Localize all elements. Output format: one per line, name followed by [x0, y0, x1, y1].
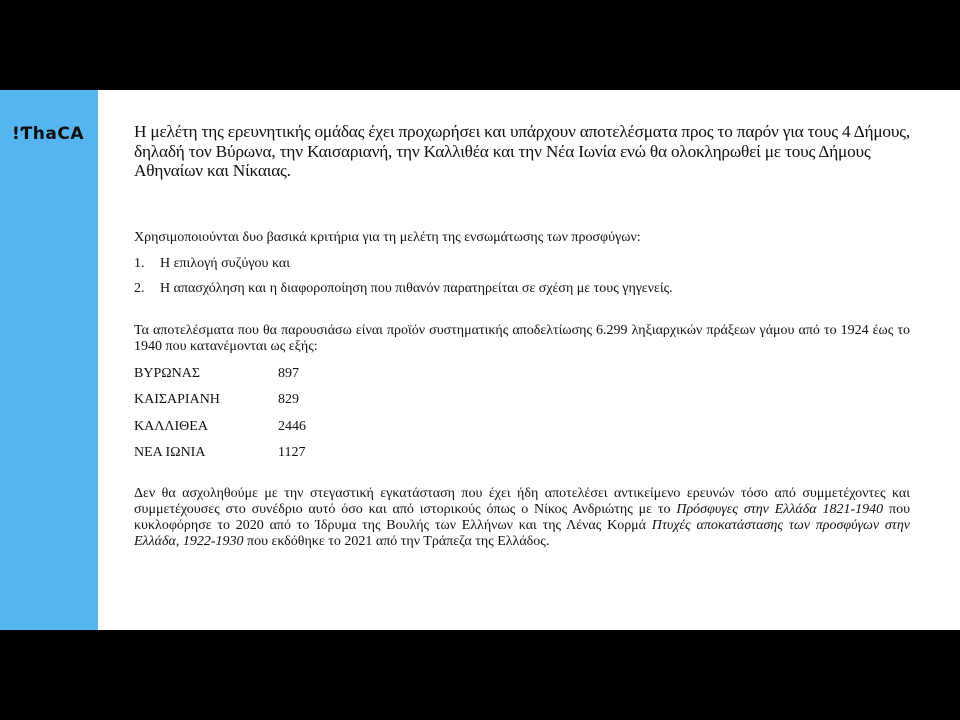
marriage-count: 2446	[278, 418, 306, 434]
criteria-lead: Χρησιμοποιούνται δυο βασικά κριτήρια για τη μελέτη της ενσωμάτωσης των προσφύγων:	[134, 229, 641, 245]
count-row	[134, 365, 910, 392]
ithaca-logo: !ƬhaCA	[12, 124, 84, 144]
criteria-number: 2.	[134, 280, 145, 296]
intro-paragraph: Η μελέτη της ερευνητικής ομάδας έχει προχωρήσει και υπάρχουν αποτελέσματα προς το παρόν για τους 4 Δήμους, δηλαδή τον Βύρωνα, την Καισαριανή, την Καλλιθέα και την Νέα Ιωνία ενώ θα ολοκληρωθεί με τους Δήμους Αθηναίων και Νίκαιας.	[134, 122, 910, 180]
slide-content	[134, 122, 910, 550]
closing-text: που κυκλοφόρησε το 2020 από το Ίδρυμα της Βουλής των Ελλήνων και της Λένας Κορμά	[134, 501, 911, 533]
book-title: Πτυχές αποκατάστασης των προσφύγων στην Ελλάδα, 1922-1930	[134, 517, 910, 550]
side-band	[0, 90, 98, 630]
municipality-name: ΒΥΡΩΝΑΣ	[134, 365, 201, 381]
closing-paragraph	[134, 486, 910, 551]
count-row	[134, 391, 910, 418]
marriage-count: 897	[278, 365, 299, 381]
count-row	[134, 444, 910, 471]
criteria-number: 1.	[134, 255, 145, 271]
criteria-list	[134, 255, 910, 297]
marriage-count: 829	[278, 392, 299, 407]
book-title: Πρόσφυγες στην Ελλάδα 1821-1940	[676, 501, 884, 517]
results-paragraph: Τα αποτελέσματα που θα παρουσιάσω είναι προϊόν συστηματικής αποδελτίωσης 6.299 ληξιαρχικών πράξεων γάμου από το 1924 έως το 1940 που κατανέμονται ως εξής:	[134, 322, 910, 354]
slide	[0, 90, 960, 630]
municipality-name: ΝΕΑ ΙΩΝΙΑ	[134, 445, 206, 460]
municipality-name: ΚΑΛΛΙΘΕΑ	[134, 418, 208, 434]
closing-text: Δεν θα ασχοληθούμε με την στεγαστική εγκατάσταση που έχει ήδη αποτελέσει αντικείμενο ερευνών τόσο από συμμετέχοντες και συμμετέχουσες στο συνέδριο αυτό όσο και από ιστορικούς όπως ο Νίκος Ανδριώτης με το	[134, 485, 910, 517]
counts-table	[134, 365, 910, 471]
criteria-text: Η επιλογή συζύγου και	[160, 255, 290, 271]
marriage-count: 1127	[278, 445, 306, 460]
criteria-text: Η απασχόληση και η διαφοροποίηση που πιθανόν παρατηρείται σε σχέση με τους γηγενείς.	[160, 280, 673, 296]
closing-text: που εκδόθηκε το 2021 από την Τράπεζα της Ελλάδος.	[243, 534, 550, 550]
criteria-item	[134, 255, 910, 272]
criteria-item	[134, 280, 910, 297]
count-row	[134, 418, 910, 445]
municipality-name: ΚΑΙΣΑΡΙΑΝΗ	[134, 392, 220, 407]
